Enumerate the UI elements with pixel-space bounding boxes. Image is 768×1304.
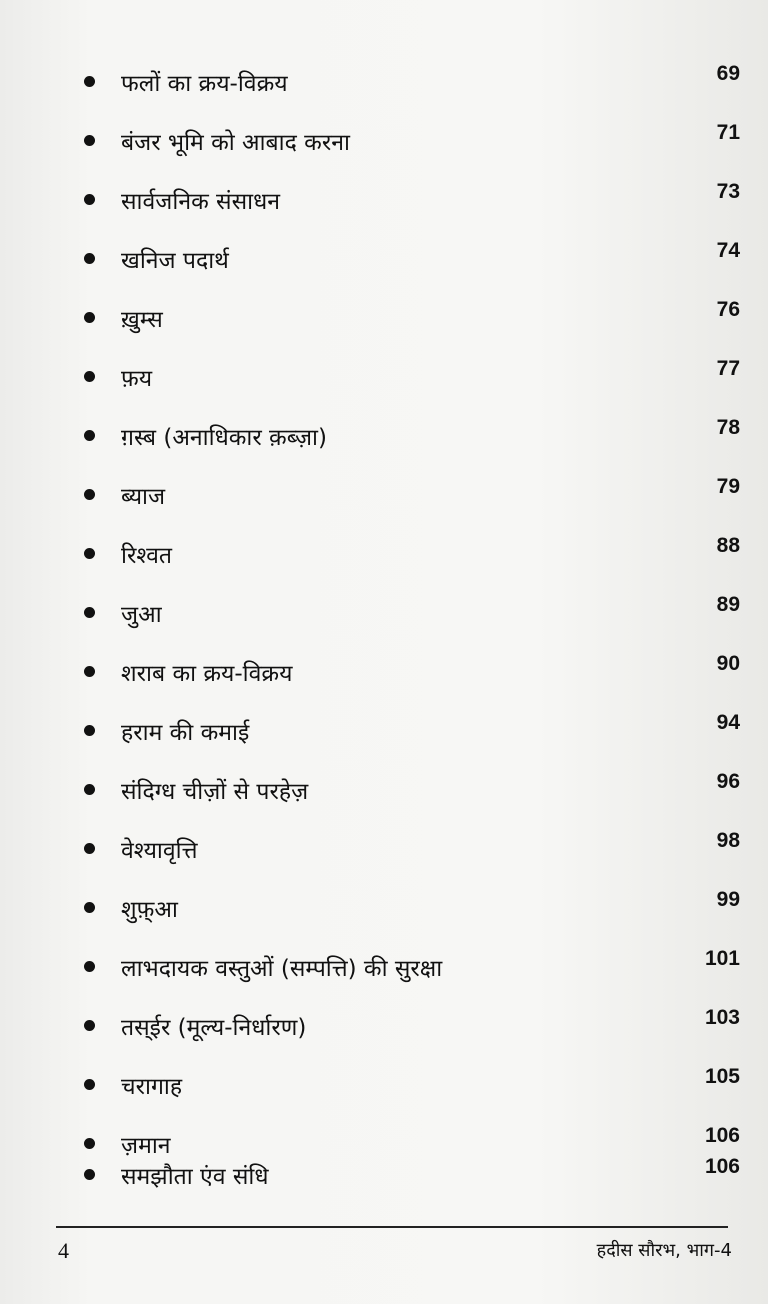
toc-entry-page: 88: [716, 534, 740, 557]
toc-entry-title: शुफ़्आ: [121, 897, 178, 923]
toc-entry-page: 77: [716, 357, 740, 380]
toc-entry-title: ब्याज: [121, 484, 166, 510]
bullet-icon: [84, 1020, 95, 1031]
toc-entry: [0, 947, 768, 987]
bullet-icon: [84, 902, 95, 913]
toc-entry: [0, 239, 768, 279]
toc-entry: [0, 652, 768, 692]
toc-entry-title: तस्ईर (मूल्य-निर्धारण): [121, 1015, 307, 1041]
bullet-icon: [84, 548, 95, 559]
bullet-icon: [84, 1169, 95, 1180]
toc-entry: [0, 357, 768, 397]
toc-entry: [0, 770, 768, 810]
toc-entry: [0, 180, 768, 220]
toc-entry-title: जुआ: [121, 602, 162, 628]
toc-entry-title: सार्वजनिक संसाधन: [121, 189, 281, 215]
bullet-icon: [84, 961, 95, 972]
toc-entry: [0, 298, 768, 338]
toc-entry-page: 73: [716, 180, 740, 203]
toc-entry-page: 71: [716, 121, 740, 144]
toc-entry: [0, 1155, 768, 1195]
bullet-icon: [84, 666, 95, 677]
toc-entry-title: ग़स्ब (अनाधिकार क़ब्ज़ा): [121, 425, 327, 451]
toc-entry-page: 106: [704, 1155, 740, 1178]
toc-entry-page: 99: [716, 888, 740, 911]
bullet-icon: [84, 1079, 95, 1090]
bullet-icon: [84, 725, 95, 736]
toc-entry-title: हराम की कमाई: [121, 720, 250, 746]
toc-entry: [0, 888, 768, 928]
footer-rule: [56, 1226, 728, 1228]
toc-entry: [0, 534, 768, 574]
toc-entry: [0, 711, 768, 751]
toc-entry-page: 94: [716, 711, 740, 734]
toc-entry-page: 76: [716, 298, 740, 321]
toc-entry-title: संदिग्ध चीज़ों से परहेज़: [121, 779, 309, 805]
bullet-icon: [84, 1138, 95, 1149]
toc-entry-page: 74: [716, 239, 740, 262]
toc-entry-title: वेश्यावृत्ति: [121, 838, 198, 864]
toc-entry: [0, 1065, 768, 1105]
bullet-icon: [84, 371, 95, 382]
toc-entry-title: खनिज पदार्थ: [121, 248, 229, 274]
toc-entry: [0, 593, 768, 633]
toc-entry-page: 101: [704, 947, 740, 970]
toc-entry-title: समझौता एंव संधि: [121, 1164, 269, 1190]
toc-entry-page: 90: [716, 652, 740, 675]
page-number: 4: [58, 1238, 69, 1263]
bullet-icon: [84, 194, 95, 205]
bullet-icon: [84, 135, 95, 146]
toc-entry-page: 98: [716, 829, 740, 852]
toc-entry-page: 69: [716, 62, 740, 85]
toc-entry: [0, 829, 768, 869]
bullet-icon: [84, 312, 95, 323]
toc-entry-page: 79: [716, 475, 740, 498]
toc-entry-title: शराब का क्रय-विक्रय: [121, 661, 293, 687]
running-footer-title: हदीस सौरभ, भाग-4: [596, 1240, 732, 1261]
toc-entry-page: 103: [704, 1006, 740, 1029]
toc-entry: [0, 62, 768, 102]
toc-entry-page: 78: [716, 416, 740, 439]
toc-entry: [0, 416, 768, 456]
bullet-icon: [84, 607, 95, 618]
toc-entry-title: लाभदायक वस्तुओं (सम्पत्ति) की सुरक्षा: [121, 956, 443, 982]
toc-entry: [0, 1006, 768, 1046]
toc-entry-title: रिश्वत: [121, 543, 173, 569]
toc-entry: [0, 475, 768, 515]
toc-entry-page: 106: [704, 1124, 740, 1147]
toc-entry-title: ज़मान: [121, 1133, 171, 1159]
toc-entry-page: 89: [716, 593, 740, 616]
bullet-icon: [84, 430, 95, 441]
toc-entry: [0, 121, 768, 161]
toc-entry-page: 96: [716, 770, 740, 793]
toc-entry-title: ख़ुम्स: [121, 307, 163, 333]
toc-entry-title: बंजर भूमि को आबाद करना: [121, 130, 350, 156]
toc-entry-page: 105: [704, 1065, 740, 1088]
bullet-icon: [84, 76, 95, 87]
bullet-icon: [84, 489, 95, 500]
toc-entry-title: चरागाह: [121, 1074, 183, 1100]
toc-entry-title: फ़य: [121, 366, 153, 392]
bullet-icon: [84, 784, 95, 795]
toc-entry-title: फलों का क्रय-विक्रय: [121, 71, 288, 97]
bullet-icon: [84, 253, 95, 264]
bullet-icon: [84, 843, 95, 854]
